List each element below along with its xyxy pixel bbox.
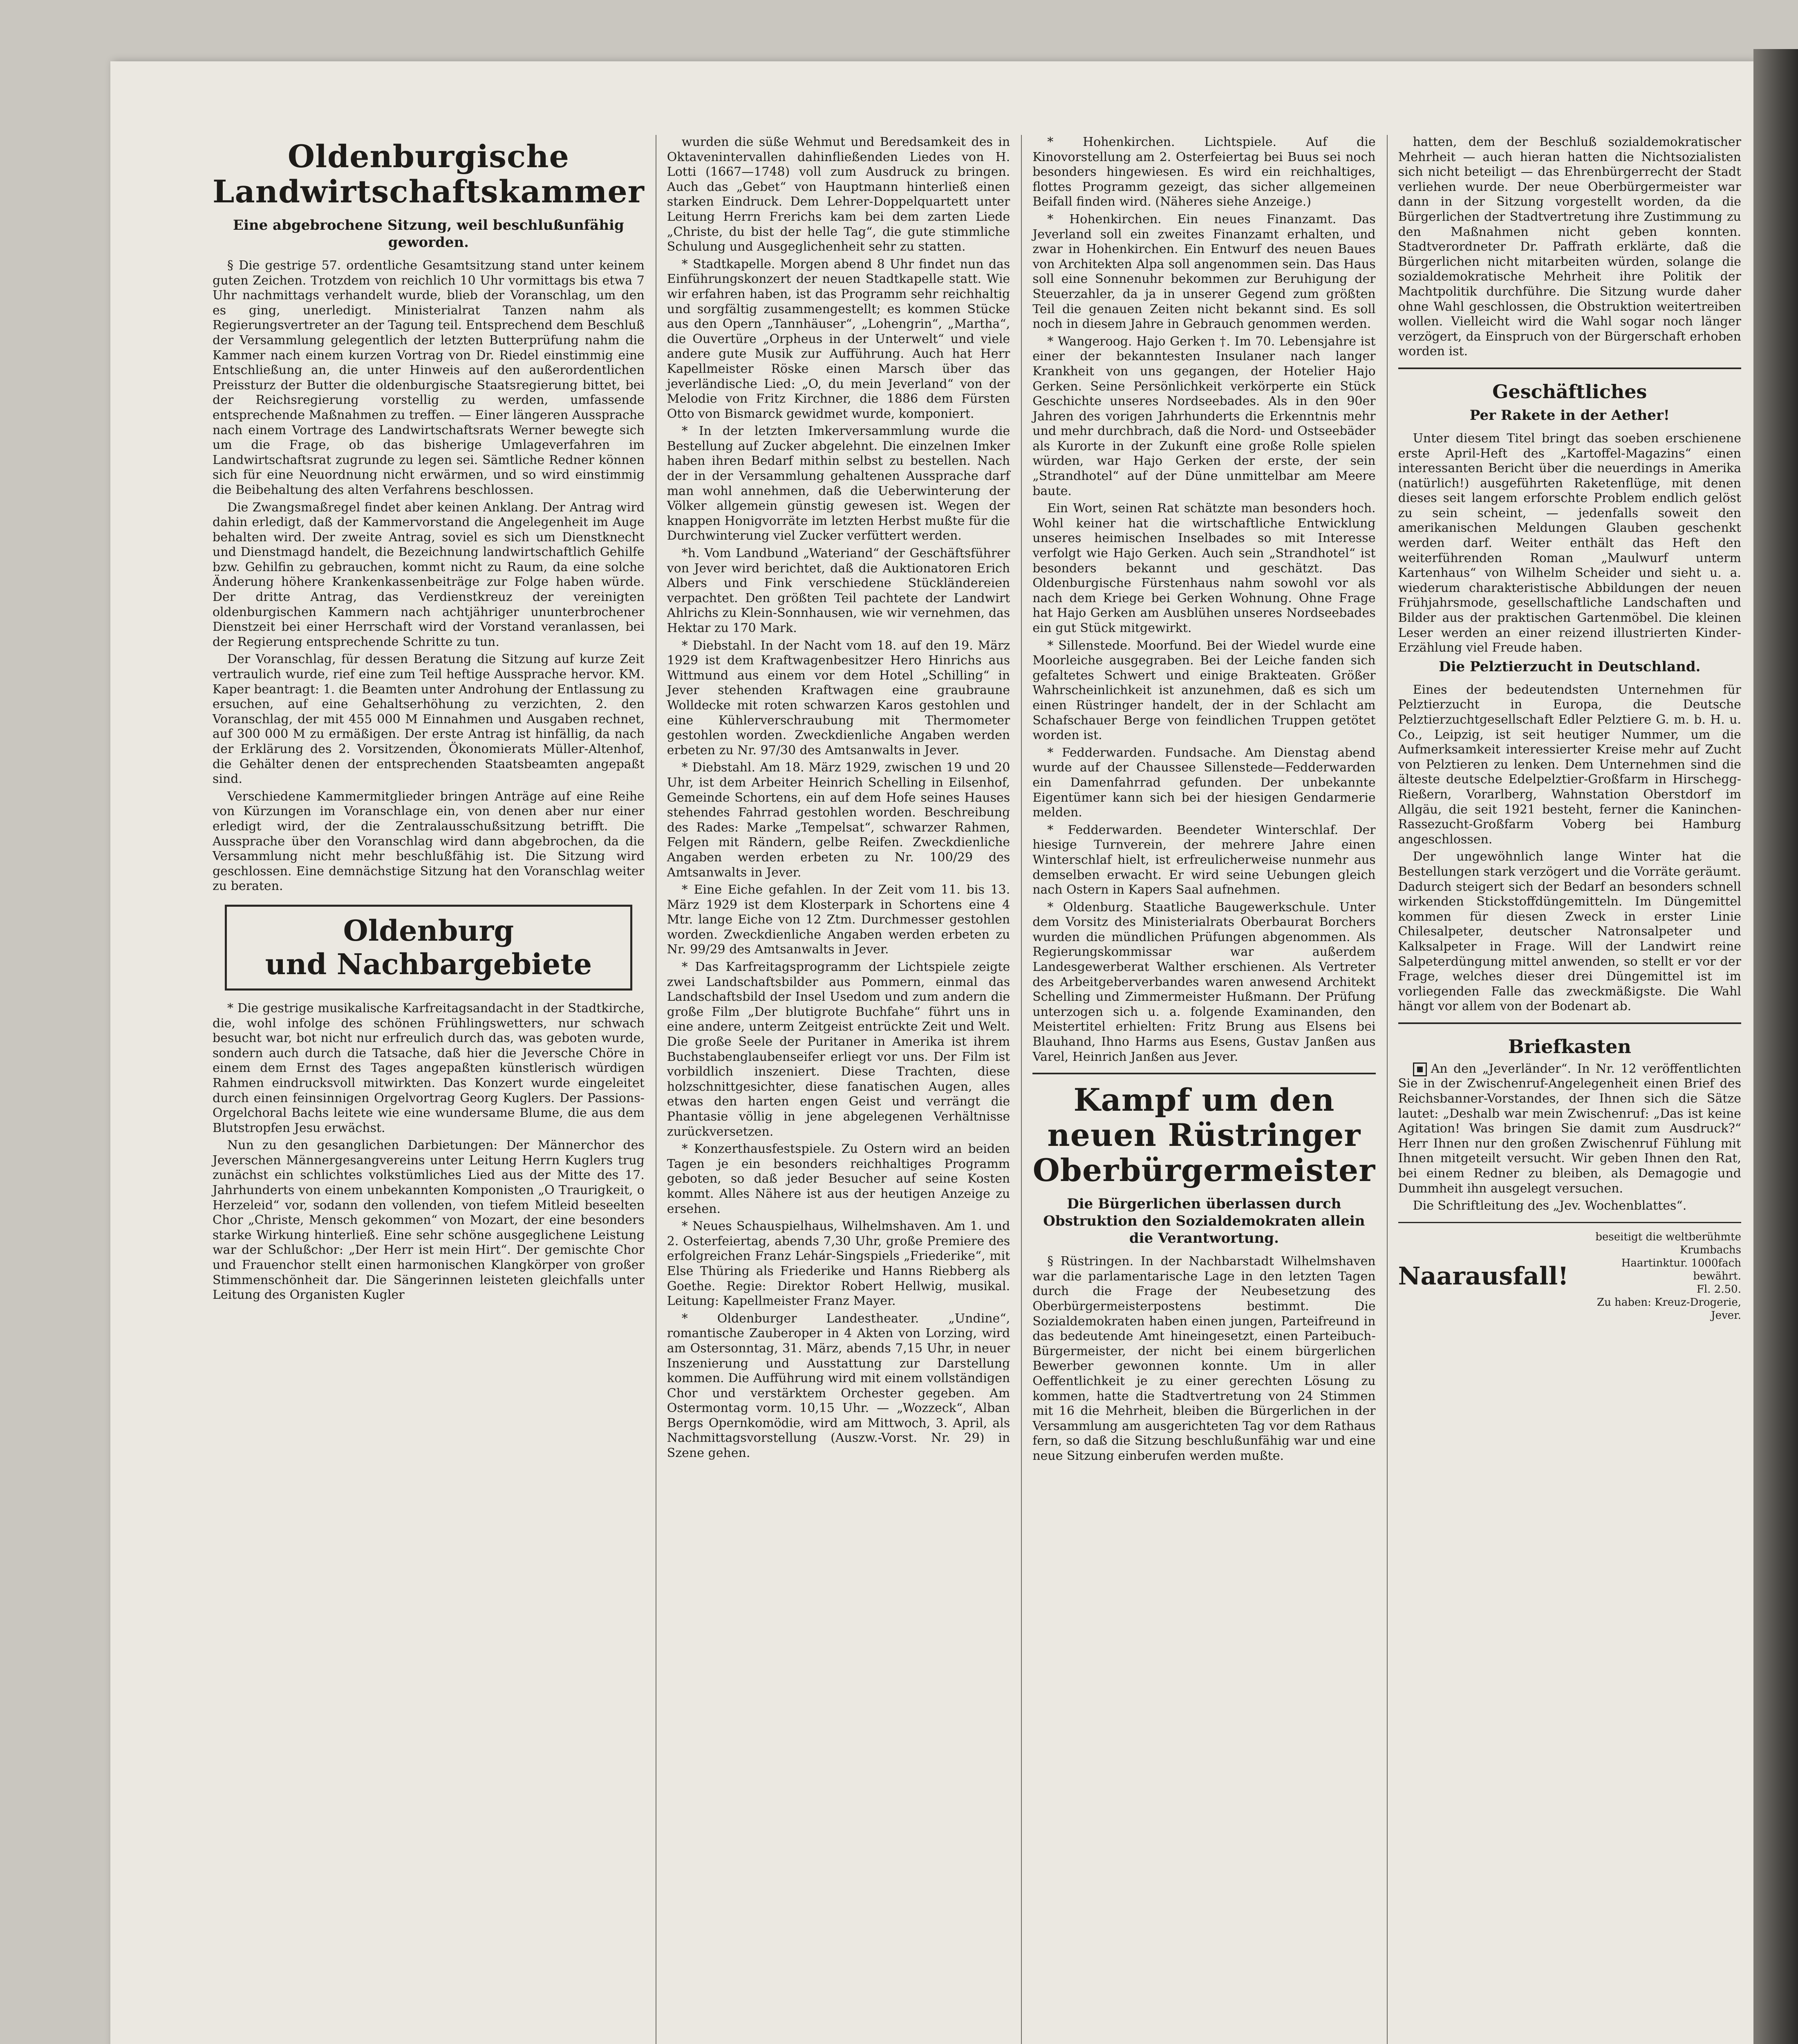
section-box-oldenburg <box>225 905 632 991</box>
ad-line: Fl. 2.50. <box>1696 1283 1741 1295</box>
paragraph: hatten, dem der Beschluß sozialdemokratischer Mehrheit — auch hieran hatten die Nichtsozialisten sich nicht beteiligt — das Ehrenbürgerrecht der Stadt verliehen wurde. Der neue Oberbürgermeister war dann in der Sitzung vorgestellt worden, da die Bürgerlichen der Stadtvertretung ihre Zustimmung zu den Maßnahmen nicht geben konnten. Stadtverordneter Dr. Paffrath erklärte, daß die Bürgerlichen nicht mitarbeiten würden, solange die sozialdemokratische Mehrheit ihre Politik der Machtpolitik durchführe. Die Sitzung wurde daher ohne Wahl geschlossen, die Obstruktion weitertreiben wollen. Vielleicht wird die Wahl sogar noch länger verzögert, da Einspruch von der Bürgerschaft erhoben worden ist. <box>1398 135 1741 359</box>
newspaper-page <box>110 61 1753 2044</box>
section-heading-briefkasten: Briefkasten <box>1508 1035 1631 1058</box>
paragraph: Ein Wort, seinen Rat schätzte man besonders hoch. Wohl keiner hat die wirtschaftliche Entwicklung unseres heimischen Inselbades so mit Interesse verfolgt wie Hajo Gerken. Auch sein „Strandhotel“ ist besonders bekannt und geschätzt. Das Oldenburgische Fürstenhaus nahm sowohl vor als nach dem Kriege bei Gerken Wohnung. Ohne Frage hat Hajo Gerken am Ausblühen unseres Nordseebades ein gut Stück mitgewirkt. <box>1032 501 1376 635</box>
paragraph: * Wangeroog. Hajo Gerken †. Im 70. Lebensjahre ist einer der bekanntesten Insulaner nach langer Krankheit von uns gegangen, der Hotelier Hajo Gerken. Seine Persönlichkeit verkörperte ein Stück Geschichte unseres Nordseebades. Als in den 90er Jahren des vorigen Jahrhunderts die Erkenntnis mehr und mehr durchbrach, daß die Nord- und Ostseebäder als Kurorte in der Zukunft eine große Rolle spielen würden, war Hajo Gerken der erste, der sein „Strandhotel“ auf der Düne unmittelbar am Meere baute. <box>1032 334 1376 498</box>
column-3 <box>1032 135 1375 2044</box>
square-bullet-icon <box>1413 1062 1427 1076</box>
paragraph: * Neues Schauspielhaus, Wilhelmshaven. Am 1. und 2. Osterfeiertag, abends 7,30 Uhr, große Premiere des erfolgreichen Franz Lehár-Singspiels „Friederike“, mit Else Thüring als Friederike und Hanns Riebberg als Goethe. Regie: Direktor Robert Hellwig, musikal. Leitung: Kapellmeister Franz Mayer. <box>667 1219 1010 1309</box>
paragraph: *h. Vom Landbund „Wateriand“ der Geschäftsführer von Jever wird berichtet, daß die Auktionatoren Erich Albers und Fink verschiedene Stückländereien verpachtet. Den größten Teil pachtete der Landwirt Ahlrichs zu Klein-Sonnhausen, wie wir vernehmen, das Hektar zu 170 Mark. <box>667 546 1010 635</box>
column-4 <box>1398 135 1741 2044</box>
paragraph: * Sillenstede. Moorfund. Bei der Wiedel wurde eine Moorleiche ausgegraben. Bei der Leiche fanden sich gefaltetes Schwert und einige Brakteaten. Größer Wahrscheinlichkeit ist anzunehmen, daß es sich um einen Rüstringer handelt, der in der Schlacht am Schafschauer Berge von feindlichen Truppen getötet worden ist. <box>1032 638 1376 743</box>
paragraph: * Konzerthausfestspiele. Zu Ostern wird an beiden Tagen je ein besonders reichhaltiges Programm geboten, so daß jeder Besucher auf seine Kosten kommt. Alles Nähere ist aus der heutigen Anzeige zu ersehen. <box>667 1142 1010 1216</box>
ad-line: beseitigt die weltberühmte Krumbachs <box>1595 1230 1741 1256</box>
paragraph: Der Voranschlag, für dessen Beratung die Sitzung auf kurze Zeit vertraulich wurde, rief eine zum Teil heftige Aussprache hervor. KM. Kaper beantragt: 1. die Beamten unter Androhung der Entlassung zu ersuchen, auf eine Gehaltserhöhung zu verzichten, 2. den Voranschlag, der mit 455 000 M Einnahmen und Ausgaben rechnet, auf 300 000 M zu ermäßigen. Der erste Antrag ist hinfällig, da nach der Erklärung des 2. Vorsitzenden, Ökonomierats Müller-Altenhof, die Gehälter denen der entsprechenden Staatsbeamten angepaßt sind. <box>213 652 645 787</box>
paragraph: * Stadtkapelle. Morgen abend 8 Uhr findet nun das Einführungskonzert der neuen Stadtkapelle statt. Wie wir erfahren haben, ist das Programm sehr reichhaltig und sorgfältig zusammengestellt; es kommen Stücke aus den Opern „Tannhäuser“, „Lohengrin“, „Martha“, die Ouvertüre „Orpheus in der Unterwelt“ und viele andere gute Musik zur Aufführung. Auch hat Herr Kapellmeister Röske einen Marsch über das jeverländische Lied: „O, du mein Jeverland“ von der Melodie von Fritz Kirchner, die 1886 dem Fürsten Otto von Bismarck gewidmet wurde, komponiert. <box>667 257 1010 421</box>
ad-title: Naarausfall! <box>1398 1262 1569 1291</box>
paragraph: § Die gestrige 57. ordentliche Gesamtsitzung stand unter keinem guten Zeichen. Trotzdem von reichlich 10 Uhr vormittags bis etwa 7 Uhr nachmittags verhandelt wurde, blieb der Voranschlag, um den es ging, unerledigt. Ministerialrat Tanzen nahm als Regierungsvertreter an der Tagung teil. Entsprechend dem Beschluß der Versammlung gelegentlich der letzten Butterprüfung nahm die Kammer nach einem kurzen Vortrag von Dr. Riedel einstimmig eine Entschließung an, die unter Hinweis auf den außerordentlichen Preissturz der Butter die oldenburgische Staatsregierung bittet, bei der Reichsregierung vorstellig zu werden, umfassende entsprechende Maßnahmen zu treffen. — Einer längeren Aussprache nach einem Vortrage des Landwirtschaftsrats Werner bewegte sich um die Frage, ob das bisherige Umlageverfahren im Landwirtschaftsrat zugrunde zu legen sei. Sämtliche Redner können sich für eine Neuordnung nicht erwärmen, und so wird einstimmig die Beibehaltung des alten Verfahrens beschlossen. <box>213 258 645 497</box>
paragraph: * Oldenburger Landestheater. „Undine“, romantische Zauberoper in 4 Akten von Lorzing, wird am Ostersonntag, 31. März, abends 7,15 Uhr, in neuer Inszenierung und Ausstattung zur Darstellung kommen. Die Aufführung wird mit einem vollständigen Chor und verstärktem Orchester gegeben. Am Ostermontag vorm. 10,15 Uhr. — „Wozzeck“, Alban Bergs Opernkomödie, wird am Mittwoch, 3. April, als Nachmittagsvorstellung (Auszw.-Vorst. Nr. 29) in Szene gehen. <box>667 1311 1010 1461</box>
paragraph: wurden die süße Wehmut und Beredsamkeit des in Oktavenintervallen dahinfließenden Liedes von H. Lotti (1667—1748) voll zum Ausdruck zu bringen. Auch das „Gebet“ von Hauptmann hinterließ einen starken Eindruck. Dem Lehrer-Doppelquartett unter Leitung Herrn Frerichs kam bei dem zarten Liede „Christe, du bist der helle Tag“, die gute stimmliche Schulung und Ausgeglichenheit sehr zu statten. <box>667 135 1010 254</box>
ad-text <box>1576 1230 1741 1322</box>
section-heading-geschaeftliches: Geschäftliches <box>1492 380 1647 403</box>
divider <box>1398 368 1741 369</box>
paragraph: * Das Karfreitagsprogramm der Lichtspiele zeigte zwei Landschaftsbilder aus Pommern, einmal das Landschaftsbild der Insel Usedom und zum andern die große Film „Der blutigrote Buchfahe“ führt uns in eine andere, unterm Zeitgeist entrückte Zeit und Welt. Die große Seele der Puritaner in Amerika ist ihrem Buchstabenglaubenseifer erliegt vor uns. Der Film ist vorbildlich inszeniert. Diese Trachten, diese holzschnittgesichter, diese fanatischen Augen, alles etwas den harten engen Geist und verrängt die Phantasie völlig in jene abgelegenen Verhältnisse zurückversetzen. <box>667 960 1010 1139</box>
columns <box>213 135 1741 2044</box>
article-subhead-landwirtschaftskammer: Eine abgebrochene Sitzung, weil beschlußunfähig geworden. <box>233 217 624 251</box>
briefkasten-text: An den „Jeverländer“. In Nr. 12 veröffentlichten Sie in der Zwischenruf-Angelegenheit einen Brief des Reichsbanner-Vorstandes, der Ihnen sich die Sätze lautet: „Deshalb war mein Zwischenruf: „Das ist keine Agitation! Was bringen Sie damit zum Ausdruck?“ Herr Ihnen nur den großen Zwischenruf Fühlung mit Ihnen mitgeteilt versucht. Wir geben Ihnen den Rat, bei einem Redner zu bleiben, als Demagogie und Dummheit ihn ausgelegt versuchen. <box>1398 1061 1741 1196</box>
paragraph: Der ungewöhnlich lange Winter hat die Bestellungen stark verzögert und die Vorräte geräumt. Dadurch steigert sich der Bedarf an besonders schnell wirkenden Stickstoffdüngemitteln. Im Düngemittel kommen für diesen Zweck in erster Linie Chilesalpeter, deutscher Natronsalpeter und Kalksalpeter in Frage. Will der Landwirt reine Salpeterdüngung mittel anwenden, so stellt er vor der Frage, welches dieser drei Düngemittel ist im vorliegenden Falle das zweckmäßigste. Die Wahl hängt vor allem von der Bodenart ab. <box>1398 849 1741 1014</box>
paragraph: * Hohenkirchen. Ein neues Finanzamt. Das Jeverland soll ein zweites Finanzamt erhalten, und zwar in Hohenkirchen. Ein Entwurf des neuen Baues von Architekten Alpa soll angenommen sein. Das Haus soll eine Sonnenuhr bekommen zur Beruhigung der Steuerzahler, da ja in unserer Gegend zum größten Teil die genauen Zeiten nicht bekannt sind. Es soll noch in diesem Jahre in Gebrauch genommen werden. <box>1032 212 1376 332</box>
section-box-line: und Nachbargebiete <box>265 947 592 981</box>
paragraph: * In der letzten Imkerversammlung wurde die Bestellung auf Zucker abgelehnt. Die einzelnen Imker haben ihren Bedarf mithin selbst zu bestellen. Nach der in der Versammlung gehaltenen Aussprache darf man wohl annehmen, daß die Ueberwinterung der Völker allgemein günstig gewesen ist. Wegen der knappen Honigvorräte im letzten Herbst mußte für die Durchwinterung viel Zucker verfüttert werden. <box>667 424 1010 543</box>
article-headline-landwirtschaftskammer: Oldenburgische Landwirtschaftskammer <box>213 138 645 210</box>
paragraph: Unter diesem Titel bringt das soeben erschienene erste April-Heft des „Kartoffel-Magazins“ einen interessanten Bericht über die neuerdings in Amerika (natürlich!) ausgeführten Raketenflüge, mit denen dieses seit langem erforschte Problem endlich gelöst zu sein scheint, — jedenfalls soweit den amerikanischen Meldungen Glauben geschenkt werden darf. Weiter enthält das Heft den weiterführenden Roman „Maulwurf unterm Kartenhaus“ von Wilhelm Scheider und sieht u. a. wiederum charakteristische Abbildungen der neuen Frühjahrsmode, gesellschaftliche Landschaften und Bilder aus der praktischen Gartenmöbel. Die kleinen Leser werden an einer reizend illustrierten Kinder-Erzählung viel Freude haben. <box>1398 431 1741 655</box>
section-subheading-rakete: Per Rakete in der Aether! <box>1469 407 1670 424</box>
paragraph: * Diebstahl. In der Nacht vom 18. auf den 19. März 1929 ist dem Kraftwagenbesitzer Hero Hinrichs aus Wittmund aus einem vor dem Hotel „Schilling“ in Jever stehenden Kraftwagen eine graubraune Wolldecke mit roten schwarzen Karos gestohlen und eine Kühlerverschraubung mit Thermometer gestohlen worden. Zweckdienliche Angaben werden erbeten zu Nr. 97/30 des Amtsanwalts in Jever. <box>667 638 1010 758</box>
paragraph: * Hohenkirchen. Lichtspiele. Auf die Kinovorstellung am 2. Osterfeiertag bei Buus sei noch besonders hingewiesen. Es wird ein reichhaltiges, flottes Programm gezeigt, das sicher allgemeinen Beifall finden wird. (Näheres siehe Anzeige.) <box>1032 135 1376 209</box>
paragraph: * Oldenburg. Staatliche Baugewerkschule. Unter dem Vorsitz des Ministerialrats Oberbaurat Borchers wurden die mündlichen Prüfungen abgenommen. Als Regierungskommissar war außerdem Landesgewerberat Walther erschienen. Als Vertreter des Arbeitgeberverbandes waren anwesend Architekt Schelling und Zimmermeister Hußmann. Der Prüfung unterzogen sich u. a. folgende Examinanden, den Meistertitel erhielten: Fritz Brung aus Elsens bei Blauhand, Ihno Harms aus Esens, Gustav Janßen aus Varel, Heinrich Janßen aus Jever. <box>1032 900 1376 1064</box>
paragraph: * Eine Eiche gefahlen. In der Zeit vom 11. bis 13. März 1929 ist dem Klosterpark in Schortens eine 4 Mtr. lange Eiche von 12 Ztm. Durchmesser gestohlen worden. Zweckdienliche Angaben werden erbeten zu Nr. 99/29 des Amtsanwalts in Jever. <box>667 883 1010 957</box>
ad-line: Haartinktur. 1000fach bewährt. <box>1621 1257 1741 1282</box>
column-2 <box>667 135 1010 2044</box>
paragraph: * Fedderwarden. Beendeter Winterschlaf. Der hiesige Turnverein, der mehrere Jahre einen Winterschlaf hielt, ist erfreulicherweise nunmehr aus demselben erwacht. Er wird seine Uebungen gleich nach Ostern in Kapers Saal aufnehmen. <box>1032 823 1376 897</box>
paragraph: * Fedderwarden. Fundsache. Am Dienstag abend wurde auf der Chaussee Sillenstede—Fedderwarden ein Damenfahrrad gefunden. Der unbekannte Eigentümer kann sich bei der hiesigen Gendarmerie melden. <box>1032 745 1376 820</box>
article-subhead-oberbuergermeister: Die Bürgerlichen überlassen durch Obstruktion den Sozialdemokraten allein die Verantwortung. <box>1043 1196 1365 1247</box>
paragraph: Nun zu den gesanglichen Darbietungen: Der Männerchor des Jeverschen Männergesangvereins unter Leitung Herrn Kuglers trug zunächst ein schlichtes volkstümliches Lied aus der Mitte des 17. Jahrhunderts von einem unbekannten Komponisten „O Traurigkeit, o Herzeleid“ vor, sodann den vollenden, von tiefem Mitleid beseelten Chor „Christe, Mensch gekommen“ von Mozart, der eine besonders starke Wirkung hinterließ. Eine sehr schöne ausgeglichene Leistung war der Schlußchor: „Der Herr ist mein Hirt“. Der gemischte Chor und Frauenchor stellt einen harmonischen Klangkörper von großer Stimmenschönheit dar. Die Sängerinnen leisteten gleichfalls unter Leitung des Organisten Kugler <box>213 1138 645 1302</box>
section-subheading-pelztierzucht: Die Pelztierzucht in Deutschland. <box>1439 658 1701 675</box>
paragraph: Die Zwangsmaßregel findet aber keinen Anklang. Der Antrag wird dahin erledigt, daß der Kammervorstand die Angelegenheit im Auge behalten wird. Der zweite Antrag, soviel es sich um Dienstknecht und Dienstmagd handelt, die Bezeichnung landwirtschaftlich Gehilfe bzw. Gehilfin zu gebrauchen, kommt nicht zu Raum, da eine solche Änderung höhere Krankenkassenbeiträge zur Folge haben würde. Der dritte Antrag, das Verdienstkreuz der vereinigten oldenburgischen Kammern nach achtjähriger ununterbrochener Dienstzeit bei einer Herrschaft wird der Vorstand veranlassen, bei der Regierung entsprechende Schritte zu tun. <box>213 500 645 649</box>
article-headline-oberbuergermeister: Kampf um den neuen Rüstringer Oberbürgermeister <box>1032 1082 1376 1189</box>
advertisement <box>1398 1222 1741 1322</box>
ad-line: Zu haben: Kreuz-Drogerie, Jever. <box>1597 1296 1741 1322</box>
paragraph: * Diebstahl. Am 18. März 1929, zwischen 19 und 20 Uhr, ist dem Arbeiter Heinrich Schelling in Eilsenhof, Gemeinde Schortens, ein auf dem Hofe seines Hauses stehendes Fahrrad gestohlen worden. Beschreibung des Rades: Marke „Tempelsat“, schwarzer Rahmen, Felgen mit Rändern, gelbe Reifen. Zweckdienliche Angaben werden erbeten zu Nr. 100/29 des Amtsanwalts in Jever. <box>667 760 1010 880</box>
section-box-line: Oldenburg <box>343 913 514 948</box>
divider <box>1032 1073 1375 1074</box>
column-1 <box>213 135 645 2044</box>
paragraph: Die Schriftleitung des „Jev. Wochenblattes“. <box>1413 1199 1687 1213</box>
paragraph <box>1398 1062 1741 1196</box>
paragraph: Eines der bedeutendsten Unternehmen für Pelztierzucht in Europa, die Deutsche Pelztierzuchtgesellschaft Edler Pelztiere G. m. b. H. u. Co., Leipzig, ist seit heutiger Nummer, um die Aufmerksamkeit interessierter Kreise mehr auf Zucht von Pelztieren zu lenken. Dem Unternehmen sind die älteste deutsche Edelpelztier-Großfarm in Hirschegg-Rießern, Vorarlberg, Wahnstation Oberstdorf im Allgäu, die seit 1921 besteht, ferner die Kaninchen-Rassezucht-Großfarm Voberg bei Hamburg angeschlossen. <box>1398 682 1741 847</box>
book-binding-edge <box>1753 49 1798 2044</box>
paragraph: * Die gestrige musikalische Karfreitagsandacht in der Stadtkirche, die, wohl infolge des schönen Frühlingswetters, nur schwach besucht war, bot nicht nur erfreulich durch das, was geboten wurde, sondern auch durch die Tatsache, daß hier die Jeversche Chöre in einem dem Ernst des Tages angepaßten künstlerisch würdigen Rahmen eindrucksvoll mitwirkten. Das Konzert wurde eingeleitet durch einen feinsinnigen Orgelvortrag Georg Kuglers. Der Passions-Orgelchoral Bachs leitete wie eine wundersame Blume, die aus dem Blutstropfen Jesu erwächst. <box>213 1001 645 1135</box>
divider <box>1398 1022 1741 1024</box>
paragraph: Verschiedene Kammermitglieder bringen Anträge auf eine Reihe von Kürzungen im Voranschlage ein, von denen aber nur einer erledigt wird, der die Zentralausschußsitzung betrifft. Die Aussprache über den Voranschlag wird dann abgebrochen, da die Versammlung nicht mehr beschlußfähig ist. Die Sitzung wird geschlossen. Eine demnächstige Sitzung hat den Voranschlag weiter zu beraten. <box>213 789 645 894</box>
paragraph: § Rüstringen. In der Nachbarstadt Wilhelmshaven war die parlamentarische Lage in den letzten Tagen durch die Frage der Neubesetzung des Oberbürgermeisterpostens bestimmt. Die Sozialdemokraten haben einen jungen, Parteifreund in das bedeutende Amt hineingesetzt, einen Parteibuch-Bürgermeister, der nicht bei einem bürgerlichen Bewerber gewonnen konnte. Um in aller Oeffentlichkeit je zu einer gerechten Lösung zu kommen, hatte die Stadtvertretung von 24 Stimmen mit 16 die Mehrheit, bleiben die Bürgerlichen in der Versammlung am ausgerichteten Tag vor dem Rathaus fern, so daß die Sitzung beschlußunfähig war und eine neue Sitzung einberufen werden mußte. <box>1032 1254 1376 1463</box>
